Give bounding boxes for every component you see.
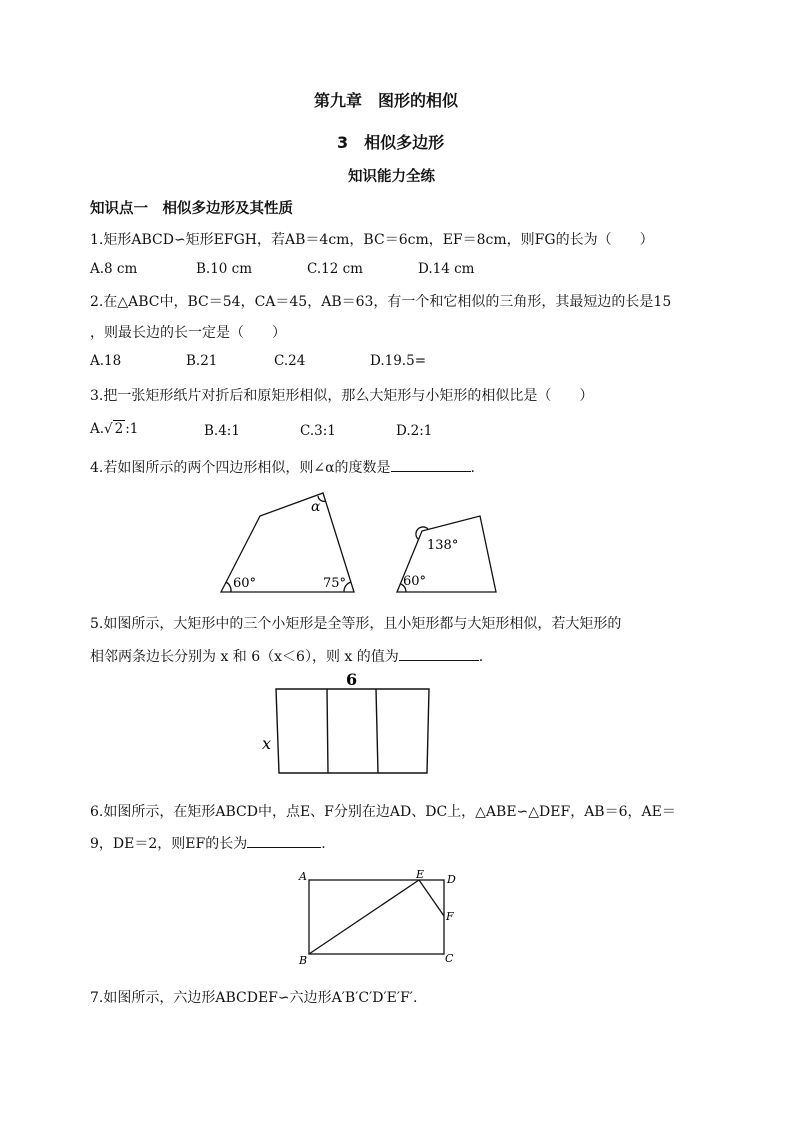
q4-quadrilaterals-figure (215, 488, 515, 598)
angle-arc-60-large (226, 582, 231, 592)
q1-option-d: D.14 cm (418, 261, 475, 277)
q2-option-d: D.19.5= (370, 353, 427, 369)
question-6-line-2 (90, 833, 326, 853)
label-x: x (262, 734, 272, 753)
label-d: D (447, 873, 456, 886)
q1-option-a: A.8 cm (90, 261, 138, 277)
divider-1 (327, 689, 328, 773)
question-5-text: 相邻两条边长分别为 x 和 6（x＜6），则 x 的值为 (90, 649, 399, 665)
q2-option-a: A.18 (90, 353, 122, 369)
label-c: C (445, 952, 454, 965)
q6-rectangle-figure (295, 868, 470, 966)
question-4-end: . (470, 460, 475, 476)
answer-blank (247, 833, 321, 848)
label-75: 75° (323, 576, 347, 591)
question-2-line-2: ，则最长边的长一定是（ ） (90, 325, 286, 341)
label-60-small: 60° (403, 574, 427, 589)
sqrt-symbol: √ 2 (104, 421, 124, 437)
q3-option-b: B.4:1 (204, 423, 240, 439)
question-6-text: 9，DE＝2，则EF的长为 (90, 836, 248, 852)
question-1: 1.矩形ABCD∽矩形EFGH，若AB＝4cm，BC＝6cm，EF＝8cm，则FG的长为（ ） (90, 232, 654, 248)
question-6-end: . (321, 836, 326, 852)
q3-option-a-prefix: A. (90, 421, 105, 437)
label-6: 6 (346, 670, 358, 689)
section-title: 3 相似多边形 (337, 133, 445, 152)
rectangle-abcd (309, 880, 444, 954)
question-4-text: 4.若如图所示的两个四边形相似，则∠α的度数是 (90, 460, 391, 476)
answer-blank (399, 646, 479, 661)
answer-blank (391, 457, 471, 472)
q3-option-c: C.3:1 (300, 423, 336, 439)
q1-option-c: C.12 cm (307, 261, 363, 277)
segment-ef (419, 880, 444, 916)
chapter-title: 第九章 图形的相似 (314, 91, 459, 110)
label-60-large: 60° (233, 576, 257, 591)
label-a: A (299, 870, 307, 883)
large-rectangle (276, 689, 429, 773)
knowledge-point-heading: 知识点一 相似多边形及其性质 (90, 201, 293, 217)
question-5-end: . (478, 649, 484, 665)
divider-2 (376, 689, 378, 773)
question-2-line-1: 2.在△ABC中，BC＝54，CA＝45，AB＝63，有一个和它相似的三角形，其最短边的长是15 (90, 294, 672, 310)
question-6-line-1: 6.如图所示，在矩形ABCD中，点E、F分别在边AD、DC上，△ABE∽△DEF，AB＝6，AE＝ (90, 804, 676, 820)
label-f: F (446, 910, 454, 923)
question-4 (90, 457, 475, 477)
question-7: 7.如图所示，六边形ABCDEF∽六边形A′B′C′D′E′F′. (90, 990, 418, 1006)
label-138: 138° (427, 538, 459, 553)
label-e: E (416, 868, 425, 881)
q2-option-c: C.24 (274, 353, 306, 369)
q1-option-b: B.10 cm (196, 261, 253, 277)
label-b: B (299, 954, 308, 966)
subsection-title: 知识能力全练 (348, 169, 435, 185)
question-5-line-1: 5.如图所示，大矩形中的三个小矩形是全等形，且小矩形都与大矩形相似，若大矩形的 (90, 616, 622, 632)
question-3: 3.把一张矩形纸片对折后和原矩形相似，那么大矩形与小矩形的相似比是（ ） (90, 388, 594, 404)
q2-option-b: B.21 (186, 353, 218, 369)
label-alpha: α (311, 499, 321, 515)
q3-option-d: D.2:1 (396, 423, 433, 439)
q3-option-a (90, 421, 138, 437)
q3-option-a-radicand: 2 (114, 421, 124, 437)
segment-be (309, 880, 419, 954)
q3-option-a-suffix: :1 (125, 421, 139, 437)
question-5-line-2 (90, 646, 483, 666)
q5-rectangles-figure (258, 670, 448, 778)
